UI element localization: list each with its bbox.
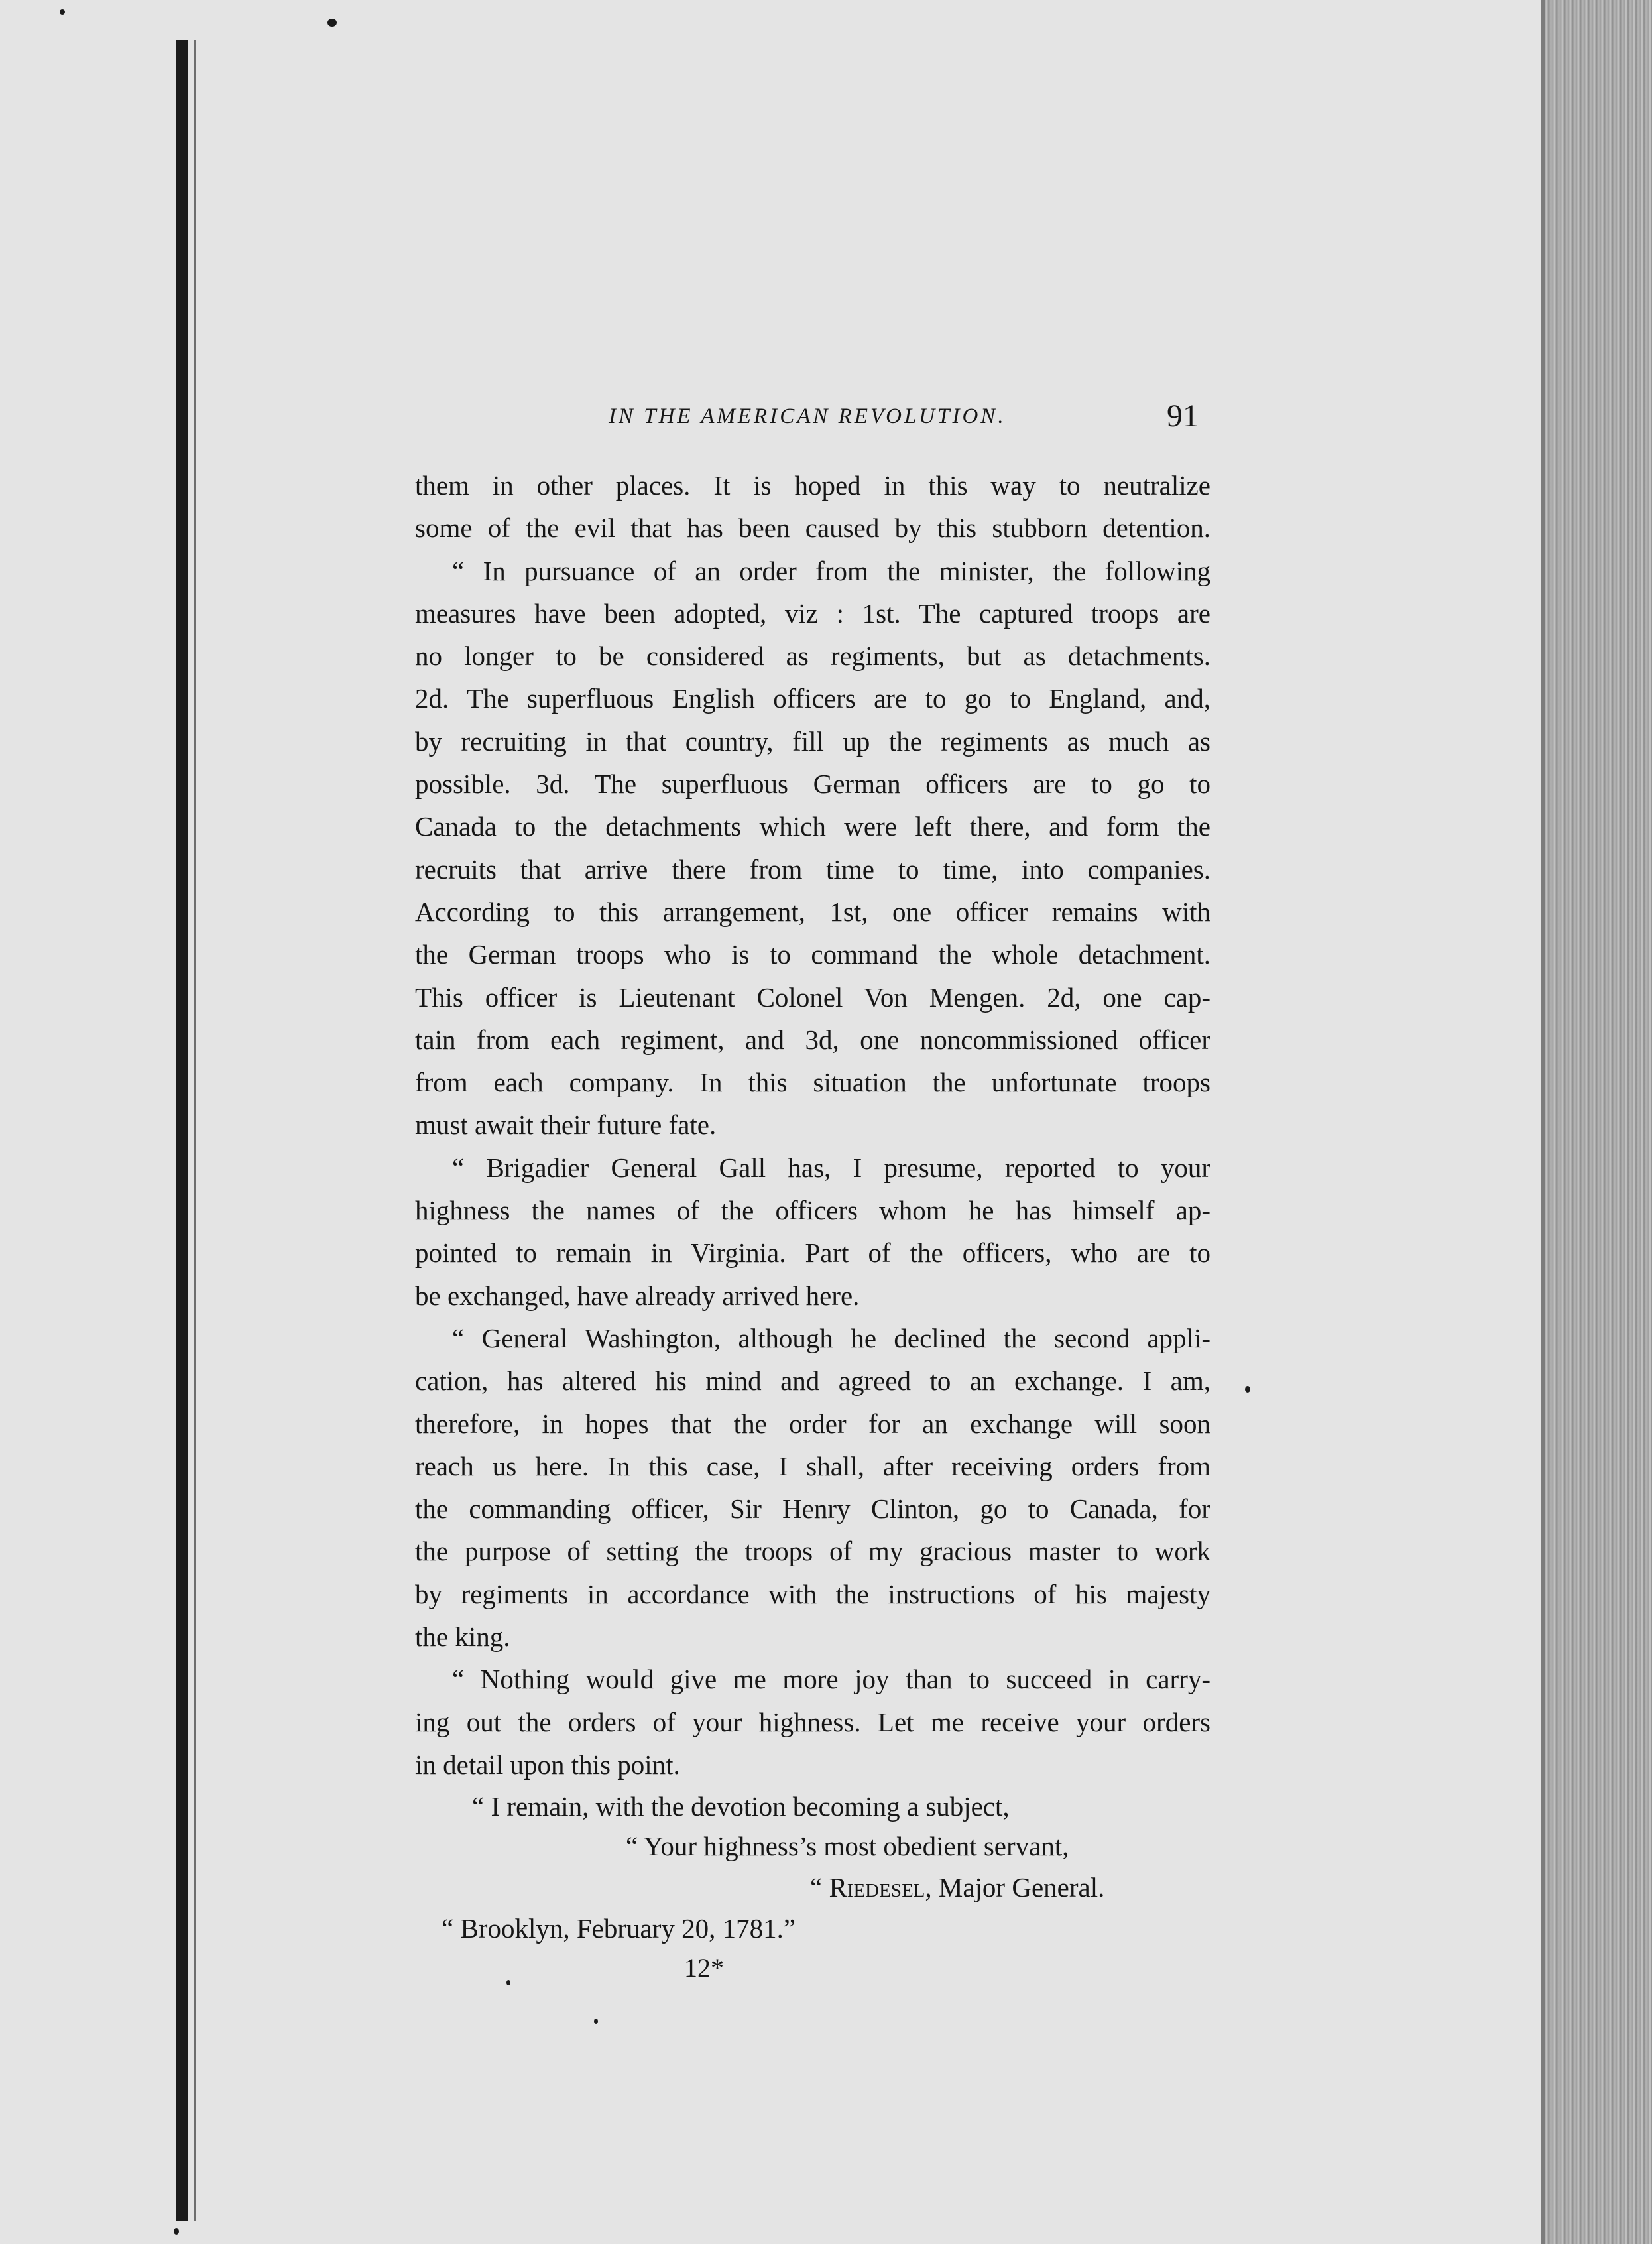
closing-salutation: “ Your highness’s most obedient servant,: [626, 1831, 1069, 1861]
text-line: cation, has altered his mind and agreed to an exchange. I am,: [415, 1365, 1210, 1397]
dateline: “ Brooklyn, February 20, 1781.”: [442, 1913, 796, 1944]
ink-speck: [174, 2228, 179, 2235]
text-line: by recruiting in that country, fill up the regiments as much as: [415, 725, 1210, 757]
text-line: Canada to the detachments which were left there, and form the: [415, 811, 1210, 842]
text-line: measures have been adopted, viz : 1st. The captured troops are: [415, 597, 1210, 629]
text-line: This officer is Lieutenant Colonel Von Mengen. 2d, one cap-: [415, 981, 1210, 1013]
body-text: [415, 464, 1210, 1786]
text-line: highness the names of the officers whom he has himself ap-: [415, 1195, 1210, 1226]
signature-name: Riedesel: [829, 1872, 925, 1902]
text-line: from each company. In this situation the unfortunate troops: [415, 1067, 1210, 1098]
text-line: the king.: [415, 1621, 510, 1652]
text-line: “ In pursuance of an order from the minister, the following: [452, 555, 1210, 586]
text-line: must await their future fate.: [415, 1109, 717, 1141]
signature: [810, 1871, 1104, 1903]
text-line: the purpose of setting the troops of my gracious master to work: [415, 1536, 1210, 1567]
text-line: in detail upon this point.: [415, 1749, 680, 1780]
signature-title: , Major General.: [925, 1872, 1105, 1902]
text-line: be exchanged, have already arrived here.: [415, 1280, 860, 1311]
ink-speck: [1245, 1386, 1250, 1393]
ink-speck: [506, 1980, 510, 1985]
page-edge: [1545, 0, 1652, 2244]
ink-speck: [60, 9, 65, 15]
signature-mark: 12*: [684, 1953, 724, 1983]
signature-prefix: “: [810, 1872, 829, 1902]
text-line: According to this arrangement, 1st, one officer remains with: [415, 896, 1210, 927]
text-line: them in other places. It is hoped in this way to neutralize: [415, 470, 1210, 501]
running-head: IN THE AMERICAN REVOLUTION.: [609, 405, 1006, 428]
text-line: ing out the orders of your highness. Let me receive your orders: [415, 1706, 1210, 1737]
page-number: 91: [1167, 399, 1199, 434]
ink-speck: [327, 19, 337, 27]
text-line: reach us here. In this case, I shall, after receiving orders from: [415, 1450, 1210, 1481]
text-line: by regiments in accordance with the instructions of his majesty: [415, 1578, 1210, 1609]
text-line: the commanding officer, Sir Henry Clinton, go to Canada, for: [415, 1493, 1210, 1525]
binding-rule-shadow: [194, 40, 196, 2221]
text-line: possible. 3d. The superfluous German officers are to go to: [415, 769, 1210, 800]
binding-rule: [176, 40, 188, 2221]
text-line: “ Nothing would give me more joy than to succeed in carry-: [452, 1664, 1210, 1695]
text-line: the German troops who is to command the whole detachment.: [415, 939, 1210, 970]
closing-line: “ I remain, with the devotion becoming a subject,: [472, 1791, 1010, 1822]
text-line: 2d. The superfluous English officers are to go to England, and,: [415, 683, 1210, 714]
text-line: no longer to be considered as regiments, but as detachments.: [415, 641, 1210, 672]
text-line: “ Brigadier General Gall has, I presume, reported to your: [452, 1152, 1210, 1183]
text-line: pointed to remain in Virginia. Part of the officers, who are to: [415, 1237, 1210, 1269]
text-line: recruits that arrive there from time to time, into companies.: [415, 853, 1210, 885]
text-line: therefore, in hopes that the order for an exchange will soon: [415, 1408, 1210, 1439]
text-line: some of the evil that has been caused by this stubborn detention.: [415, 513, 1210, 544]
text-line: “ General Washington, although he declined the second appli-: [452, 1322, 1210, 1353]
ink-speck: [594, 2019, 598, 2024]
text-line: tain from each regiment, and 3d, one noncommissioned officer: [415, 1024, 1210, 1055]
